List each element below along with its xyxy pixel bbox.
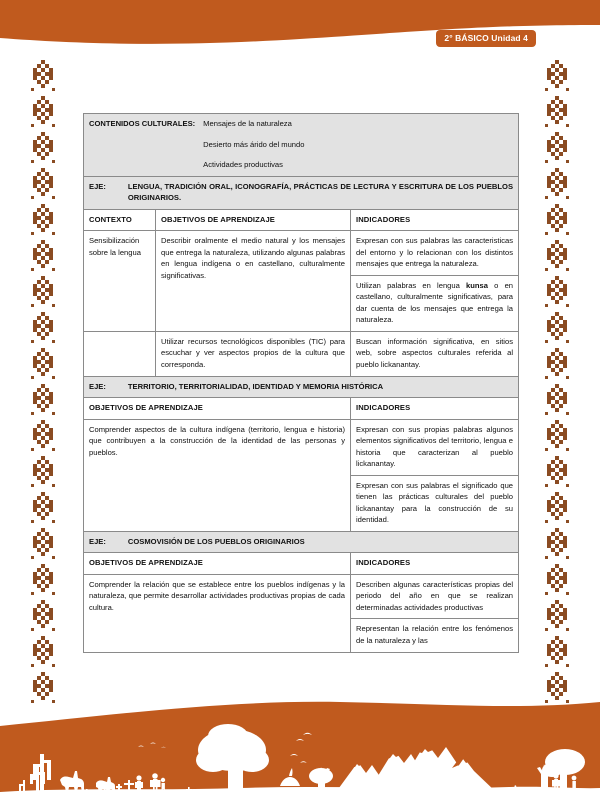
indicador-cell: Representan la relación entre los fenómenos de la naturaleza y las [351,619,519,652]
right-decorative-border [544,58,570,706]
contenidos-culturales-label: CONTENIDOS CULTURALES: [89,119,196,128]
objetivo-cell: Describir oralmente el medio natural y los mensajes que entrega la naturaleza, utilizando algunas palabras en lengua indígena o en castellano, culturalmente significativas. [156,231,351,332]
table-row-eje1-oa2-ind3 [84,331,519,376]
indicador-cell: Buscan información significativa, en sitios web, sobre aspectos culturales referida al pueblo lickanantay. [351,331,519,376]
indicador-cell: Expresan con sus propias palabras algunos elementos significativos del territorio, lengua e historia que caracterizan al pueblo lickanantay. [351,419,519,475]
table-row-eje-1 [84,176,519,209]
list-item: Mensajes de la naturaleza [203,119,292,128]
objetivo-cell: Comprender aspectos de la cultura indígena (territorio, lengua e historia) que contribuyen a la construcción de la identidad de las personas y pueblos. [84,419,351,531]
list-item: Actividades productivas [203,160,283,170]
indicador-cell: Describen algunas características propias del periodo del año en que se realizan determinadas actividades productivas [351,574,519,619]
eje-1-title: LENGUA, TRADICIÓN ORAL, ICONOGRAFÍA, PRÁCTICAS DE LECTURA Y ESCRITURA DE LOS PUEBLOS ORIGINARIOS. [127,181,514,203]
indicador-cell: Expresan con sus palabras el significado que tienen las prácticas culturales del pueblo lickanantay para la construcción de su identidad. [351,475,519,531]
indicador-keyword-kunsa: kunsa [466,280,488,290]
eje-3-cell [84,531,519,553]
left-decorative-border [30,58,56,706]
table-row-eje-3 [84,531,519,553]
table-row-contenidos-culturales [84,114,519,177]
indicador-cell [351,275,519,331]
column-header-contexto: CONTEXTO [84,209,156,231]
table-row-headers-2 [84,398,519,420]
table-row-eje2-oa1-ind1 [84,419,519,475]
objetivo-cell: Comprender la relación que se establece entre los pueblos indígenas y la naturaleza, que permite desarrollar actividades productivas propias de cada cultura. [84,574,351,652]
list-item: Desierto más árido del mundo [203,139,305,149]
contenidos-culturales-cell [84,114,519,177]
table-row-eje3-oa1-ind1 [84,574,519,619]
eje-2-key: EJE: [89,381,106,391]
column-header-objetivos: OBJETIVOS DE APRENDIZAJE [84,553,351,575]
contexto-cell-empty [84,331,156,376]
eje-1-cell [84,176,519,209]
table-row-eje-2 [84,376,519,398]
column-header-indicadores: INDICADORES [351,398,519,420]
contexto-cell: Sensibilización sobre la lengua [84,231,156,332]
eje-2-cell [84,376,519,398]
table-row-eje1-oa1-ind1 [84,231,519,276]
contenidos-culturales-list [195,118,304,171]
unit-badge: 2° BÁSICO Unidad 4 [436,30,536,47]
eje-2-title: TERRITORIO, TERRITORIALIDAD, IDENTIDAD Y MEMORIA HISTÓRICA [127,381,384,391]
eje-1-key: EJE: [89,181,106,191]
column-header-indicadores: INDICADORES [351,209,519,231]
curriculum-table [83,113,519,653]
indicador-text-post: o en castellano, culturalmente significativas, para dar cuenta de los mensajes que entrega la naturaleza. [356,280,514,325]
table-row-headers-1 [84,209,519,231]
footer-illustration [0,688,600,800]
table-row-headers-3 [84,553,519,575]
objetivo-cell: Utilizar recursos tecnológicos disponibles (TIC) para escuchar y ver aspectos propios de la cultura que corresponda. [156,331,351,376]
top-banner [0,0,600,56]
eje-3-key: EJE: [89,536,106,546]
eje-3-title: COSMOVISIÓN DE LOS PUEBLOS ORIGINARIOS [127,536,305,546]
column-header-indicadores: INDICADORES [351,553,519,575]
indicador-cell: Expresan con sus palabras las caracteristicas del entorno y lo relacionan con los distintos mensajes que entrega la naturaleza. [351,231,519,276]
column-header-objetivos: OBJETIVOS DE APRENDIZAJE [156,209,351,231]
column-header-objetivos: OBJETIVOS DE APRENDIZAJE [84,398,351,420]
indicador-text-pre: Utilizan palabras en lengua [356,280,467,290]
